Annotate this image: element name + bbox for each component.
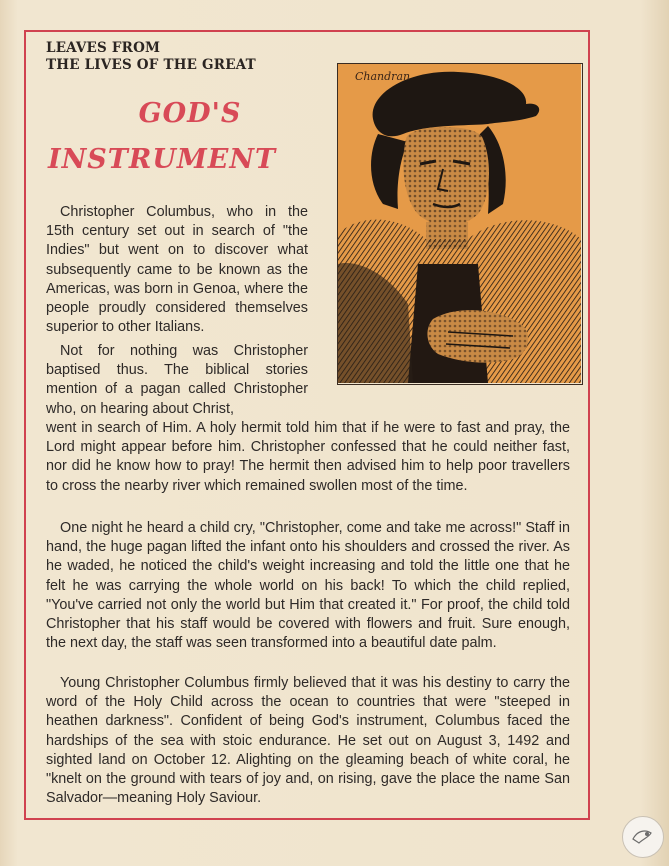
title-line-2: INSTRUMENT <box>48 144 277 175</box>
kicker-line-1: LEAVES FROM <box>46 40 161 56</box>
paragraph-3: One night he heard a child cry, "Christopher, come and take me across!" Staff in hand, the huge pagan lifted the infant onto his shoulders and crossed the river. As he waded, he noticed the child's weight increasing and told the little one that he felt he was carrying the whole world on his back! To which the child replied, "You've carried not only the world but Him that created it." For proof, the child told Christopher that his staff would be covered with flowers and fruit. Sure enough, the next day, the staff was seen transformed into a beautiful date palm. <box>46 520 570 652</box>
paragraph-2-narrow: Not for nothing was Christopher baptised thus. The biblical stories mention of a pagan called Christopher who, on hearing about Christ, <box>46 343 308 417</box>
columbus-portrait <box>337 63 583 385</box>
portrait-illustration <box>338 64 581 383</box>
kicker-line-2: THE LIVES OF THE GREAT <box>46 57 256 73</box>
paragraph-4: Young Christopher Columbus firmly believed that it was his destiny to carry the word of the Holy Child across the ocean to countries that were "steeped in heathen darkness". Confident of being God's instrument, Columbus faced the hardships of the sea with stoic endurance. He set out on August 3, 1492 and sighted land on October 12. Alighting on the gleaming beach of white coral, he "knelt on the ground with tears of joy and, on rising, gave the place the name San Salvador—meaning Holy Saviour. <box>46 675 570 807</box>
artist-signature: Chandran <box>355 70 411 83</box>
paragraph-1: Christopher Columbus, who in the 15th century set out in search of "the Indies" but went on to discover what subsequently came to be known as the Americas, was born in Genoa, where the people proudly considered themselves superior to other Italians. <box>46 204 308 336</box>
library-stamp-icon <box>622 816 664 858</box>
title-line-1: GOD'S <box>138 98 242 129</box>
series-kicker <box>46 40 326 74</box>
article-title <box>46 96 326 178</box>
paragraph-2-wide: went in search of Him. A holy hermit told him that if he were to fast and pray, the Lord might appear before him. Christopher confessed that he could neither fast, nor did he know how to pray! The hermit then advised him to help poor travellers to cross the nearby river which remained swollen most of the time. <box>46 420 570 494</box>
